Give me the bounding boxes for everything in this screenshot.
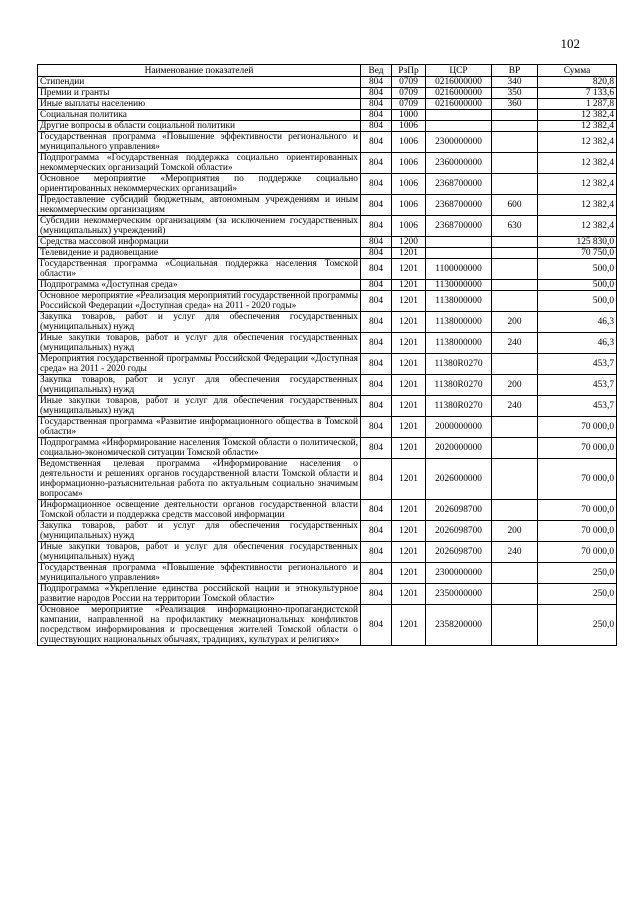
row-rzpr: 1006 — [392, 216, 426, 237]
row-ved: 804 — [361, 375, 392, 396]
row-vr: 240 — [492, 542, 538, 563]
row-name: Подпрограмма «Государственная поддержка социально ориентированных некоммерческих организаций Томской области» — [38, 153, 361, 174]
row-sum: 12 382,4 — [538, 121, 617, 132]
row-rzpr: 1201 — [392, 584, 426, 605]
row-csr: 11380R0270 — [426, 375, 492, 396]
row-rzpr: 1201 — [392, 500, 426, 521]
row-name: Информационное освещение деятельности органов государственной власти Томской области и поддержка средств массовой информации — [38, 500, 361, 521]
table-row — [38, 174, 617, 195]
row-name: Другие вопросы в области социальной политики — [38, 121, 361, 132]
row-ved: 804 — [361, 354, 392, 375]
row-sum: 250,0 — [538, 605, 617, 646]
row-csr: 2000000000 — [426, 417, 492, 438]
row-vr — [492, 605, 538, 646]
row-name: Основное мероприятие «Реализация информационно-пропагандистской кампании, направленной на профилактику межнациональных конфликтов посредством информирования и просвещения жителей Томской области о существующих национальных обычаях, традициях, культурах и религиях» — [38, 605, 361, 646]
row-sum: 820,8 — [538, 77, 617, 88]
row-csr: 11380R0270 — [426, 354, 492, 375]
row-rzpr: 1006 — [392, 132, 426, 153]
row-vr: 200 — [492, 312, 538, 333]
table-row — [38, 77, 617, 88]
row-sum: 12 382,4 — [538, 195, 617, 216]
row-rzpr: 1201 — [392, 417, 426, 438]
row-vr: 630 — [492, 216, 538, 237]
table-header-row — [38, 65, 617, 77]
row-sum: 70 000,0 — [538, 417, 617, 438]
row-csr: 2300000000 — [426, 132, 492, 153]
row-ved: 804 — [361, 110, 392, 121]
row-sum: 70 000,0 — [538, 438, 617, 459]
row-vr — [492, 280, 538, 291]
table-row — [38, 132, 617, 153]
table-row — [38, 195, 617, 216]
row-rzpr: 0709 — [392, 99, 426, 110]
row-name: Иные закупки товаров, работ и услуг для обеспечения государственных (муниципальных) нужд — [38, 396, 361, 417]
row-rzpr: 1201 — [392, 291, 426, 312]
table-row — [38, 542, 617, 563]
row-rzpr: 1201 — [392, 259, 426, 280]
row-name: Закупка товаров, работ и услуг для обеспечения государственных (муниципальных) нужд — [38, 521, 361, 542]
row-ved: 804 — [361, 195, 392, 216]
row-csr: 2300000000 — [426, 563, 492, 584]
row-rzpr: 1200 — [392, 237, 426, 248]
row-rzpr: 1201 — [392, 312, 426, 333]
row-csr: 2358200000 — [426, 605, 492, 646]
row-name: Предоставление субсидий бюджетным, автономным учреждениям и иным некоммерческим организациям — [38, 195, 361, 216]
row-rzpr: 1201 — [392, 521, 426, 542]
row-rzpr: 1201 — [392, 280, 426, 291]
row-vr — [492, 110, 538, 121]
table-row — [38, 280, 617, 291]
row-vr — [492, 259, 538, 280]
row-csr: 2026098700 — [426, 542, 492, 563]
row-ved: 804 — [361, 563, 392, 584]
row-rzpr: 1201 — [392, 248, 426, 259]
row-name: Закупка товаров, работ и услуг для обеспечения государственных (муниципальных) нужд — [38, 375, 361, 396]
row-vr — [492, 354, 538, 375]
row-sum: 500,0 — [538, 259, 617, 280]
row-csr: 0216000000 — [426, 77, 492, 88]
row-rzpr: 0709 — [392, 77, 426, 88]
table-row — [38, 259, 617, 280]
row-name: Стипендии — [38, 77, 361, 88]
row-ved: 804 — [361, 216, 392, 237]
row-vr — [492, 438, 538, 459]
row-ved: 804 — [361, 396, 392, 417]
row-csr: 2360000000 — [426, 153, 492, 174]
row-vr — [492, 132, 538, 153]
row-sum: 70 000,0 — [538, 542, 617, 563]
row-ved: 804 — [361, 417, 392, 438]
table-row — [38, 417, 617, 438]
row-ved: 804 — [361, 99, 392, 110]
row-vr: 240 — [492, 333, 538, 354]
row-name: Подпрограмма «Укрепление единства российской нации и этнокультурное развитие народов России на территории Томской области» — [38, 584, 361, 605]
row-sum: 250,0 — [538, 563, 617, 584]
row-sum: 453,7 — [538, 354, 617, 375]
row-sum: 12 382,4 — [538, 132, 617, 153]
row-rzpr: 0709 — [392, 88, 426, 99]
row-ved: 804 — [361, 248, 392, 259]
header-csr: ЦСР — [426, 65, 492, 77]
row-sum: 500,0 — [538, 291, 617, 312]
row-rzpr: 1201 — [392, 375, 426, 396]
row-sum: 125 830,0 — [538, 237, 617, 248]
header-vr: ВР — [492, 65, 538, 77]
header-rzpr: РзПр — [392, 65, 426, 77]
row-sum: 70 000,0 — [538, 521, 617, 542]
row-sum: 70 750,0 — [538, 248, 617, 259]
row-vr: 200 — [492, 375, 538, 396]
row-name: Телевидение и радиовещание — [38, 248, 361, 259]
table-row — [38, 500, 617, 521]
row-sum: 1 287,8 — [538, 99, 617, 110]
table-row — [38, 153, 617, 174]
table-row — [38, 237, 617, 248]
row-rzpr: 1201 — [392, 354, 426, 375]
row-name: Государственная программа «Социальная поддержка населения Томской области» — [38, 259, 361, 280]
row-ved: 804 — [361, 88, 392, 99]
budget-table — [37, 64, 617, 646]
table-row — [38, 216, 617, 237]
table-row — [38, 584, 617, 605]
header-sum: Сумма — [538, 65, 617, 77]
table-row — [38, 333, 617, 354]
row-vr: 340 — [492, 77, 538, 88]
row-csr: 1138000000 — [426, 312, 492, 333]
row-ved: 804 — [361, 459, 392, 500]
row-vr: 200 — [492, 521, 538, 542]
row-csr: 2368700000 — [426, 195, 492, 216]
row-sum: 12 382,4 — [538, 174, 617, 195]
row-rzpr: 1201 — [392, 459, 426, 500]
row-sum: 250,0 — [538, 584, 617, 605]
row-ved: 804 — [361, 605, 392, 646]
row-ved: 804 — [361, 291, 392, 312]
row-vr — [492, 291, 538, 312]
row-csr: 1130000000 — [426, 280, 492, 291]
row-sum: 46,3 — [538, 333, 617, 354]
row-name: Социальная политика — [38, 110, 361, 121]
row-ved: 804 — [361, 584, 392, 605]
row-sum: 12 382,4 — [538, 216, 617, 237]
row-name: Средства массовой информации — [38, 237, 361, 248]
row-vr — [492, 121, 538, 132]
row-ved: 804 — [361, 153, 392, 174]
row-ved: 804 — [361, 438, 392, 459]
row-name: Субсидии некоммерческим организациям (за исключением государственных (муниципальных) учреждений) — [38, 216, 361, 237]
row-name: Ведомственная целевая программа «Информирование населения о деятельности и решениях органов государственной власти Томской области и информационно-разъяснительная работа по актуальным социально значимым вопросам» — [38, 459, 361, 500]
row-ved: 804 — [361, 174, 392, 195]
row-name: Государственная программа «Развитие информационного общества в Томской области» — [38, 417, 361, 438]
row-ved: 804 — [361, 132, 392, 153]
row-rzpr: 1201 — [392, 333, 426, 354]
header-ved: Вед — [361, 65, 392, 77]
row-csr — [426, 110, 492, 121]
table-row — [38, 459, 617, 500]
row-vr — [492, 417, 538, 438]
row-name: Иные закупки товаров, работ и услуг для обеспечения государственных (муниципальных) нужд — [38, 542, 361, 563]
row-rzpr: 1006 — [392, 153, 426, 174]
table-row — [38, 438, 617, 459]
row-csr — [426, 248, 492, 259]
row-ved: 804 — [361, 77, 392, 88]
row-vr — [492, 153, 538, 174]
row-csr: 2026000000 — [426, 459, 492, 500]
row-name: Подпрограмма «Информирование населения Томской области о политической, социально-экономической ситуации Томской области» — [38, 438, 361, 459]
row-sum: 70 000,0 — [538, 500, 617, 521]
row-ved: 804 — [361, 237, 392, 248]
row-sum: 500,0 — [538, 280, 617, 291]
table-row — [38, 110, 617, 121]
row-vr — [492, 248, 538, 259]
row-csr: 11380R0270 — [426, 396, 492, 417]
row-rzpr: 1006 — [392, 121, 426, 132]
row-rzpr: 1006 — [392, 174, 426, 195]
row-name: Иные выплаты населению — [38, 99, 361, 110]
row-name: Государственная программа «Повышение эффективности регионального и муниципального управления» — [38, 563, 361, 584]
page-number: 102 — [560, 36, 580, 51]
row-vr: 360 — [492, 99, 538, 110]
row-ved: 804 — [361, 500, 392, 521]
row-rzpr: 1201 — [392, 563, 426, 584]
row-csr — [426, 237, 492, 248]
row-name: Основное мероприятие «Реализация мероприятий государственной программы Российской Федерации «Доступная среда» на 2011 - 2020 годы» — [38, 291, 361, 312]
row-sum: 453,7 — [538, 375, 617, 396]
row-ved: 804 — [361, 121, 392, 132]
row-csr: 2026098700 — [426, 500, 492, 521]
row-sum: 46,3 — [538, 312, 617, 333]
row-rzpr: 1201 — [392, 542, 426, 563]
row-vr — [492, 174, 538, 195]
table-row — [38, 99, 617, 110]
table-row — [38, 88, 617, 99]
row-sum: 70 000,0 — [538, 459, 617, 500]
table-row — [38, 354, 617, 375]
row-vr — [492, 563, 538, 584]
row-ved: 804 — [361, 259, 392, 280]
row-name: Закупка товаров, работ и услуг для обеспечения государственных (муниципальных) нужд — [38, 312, 361, 333]
row-ved: 804 — [361, 312, 392, 333]
row-sum: 453,7 — [538, 396, 617, 417]
row-csr: 2368700000 — [426, 174, 492, 195]
row-csr — [426, 121, 492, 132]
row-csr: 1138000000 — [426, 291, 492, 312]
row-csr: 0216000000 — [426, 88, 492, 99]
row-sum: 12 382,4 — [538, 153, 617, 174]
row-vr: 350 — [492, 88, 538, 99]
row-vr — [492, 237, 538, 248]
row-vr — [492, 584, 538, 605]
row-csr: 1100000000 — [426, 259, 492, 280]
row-csr: 2020000000 — [426, 438, 492, 459]
row-vr: 600 — [492, 195, 538, 216]
row-rzpr: 1000 — [392, 110, 426, 121]
row-vr — [492, 459, 538, 500]
row-sum: 12 382,4 — [538, 110, 617, 121]
row-name: Подпрограмма «Доступная среда» — [38, 280, 361, 291]
row-vr: 240 — [492, 396, 538, 417]
table-row — [38, 291, 617, 312]
row-name: Иные закупки товаров, работ и услуг для обеспечения государственных (муниципальных) нужд — [38, 333, 361, 354]
table-row — [38, 563, 617, 584]
row-csr: 2350000000 — [426, 584, 492, 605]
row-rzpr: 1201 — [392, 396, 426, 417]
row-rzpr: 1201 — [392, 438, 426, 459]
row-name: Основное мероприятие «Мероприятия по поддержке социально ориентированных некоммерческих организаций» — [38, 174, 361, 195]
row-ved: 804 — [361, 542, 392, 563]
row-name: Мероприятия государственной программы Российской Федерации «Доступная среда» на 2011 - 2020 годы — [38, 354, 361, 375]
row-ved: 804 — [361, 333, 392, 354]
row-rzpr: 1201 — [392, 605, 426, 646]
row-ved: 804 — [361, 521, 392, 542]
table-row — [38, 521, 617, 542]
row-sum: 7 133,6 — [538, 88, 617, 99]
row-csr: 0216000000 — [426, 99, 492, 110]
table-row — [38, 121, 617, 132]
table-row — [38, 375, 617, 396]
row-ved: 804 — [361, 280, 392, 291]
header-name: Наименование показателей — [38, 65, 361, 77]
table-row — [38, 396, 617, 417]
row-vr — [492, 500, 538, 521]
row-name: Государственная программа «Повышение эффективности регионального и муниципального управления» — [38, 132, 361, 153]
row-csr: 1138000000 — [426, 333, 492, 354]
row-name: Премии и гранты — [38, 88, 361, 99]
table-row — [38, 248, 617, 259]
table-row — [38, 312, 617, 333]
row-csr: 2026098700 — [426, 521, 492, 542]
table-row — [38, 605, 617, 646]
row-rzpr: 1006 — [392, 195, 426, 216]
row-csr: 2368700000 — [426, 216, 492, 237]
